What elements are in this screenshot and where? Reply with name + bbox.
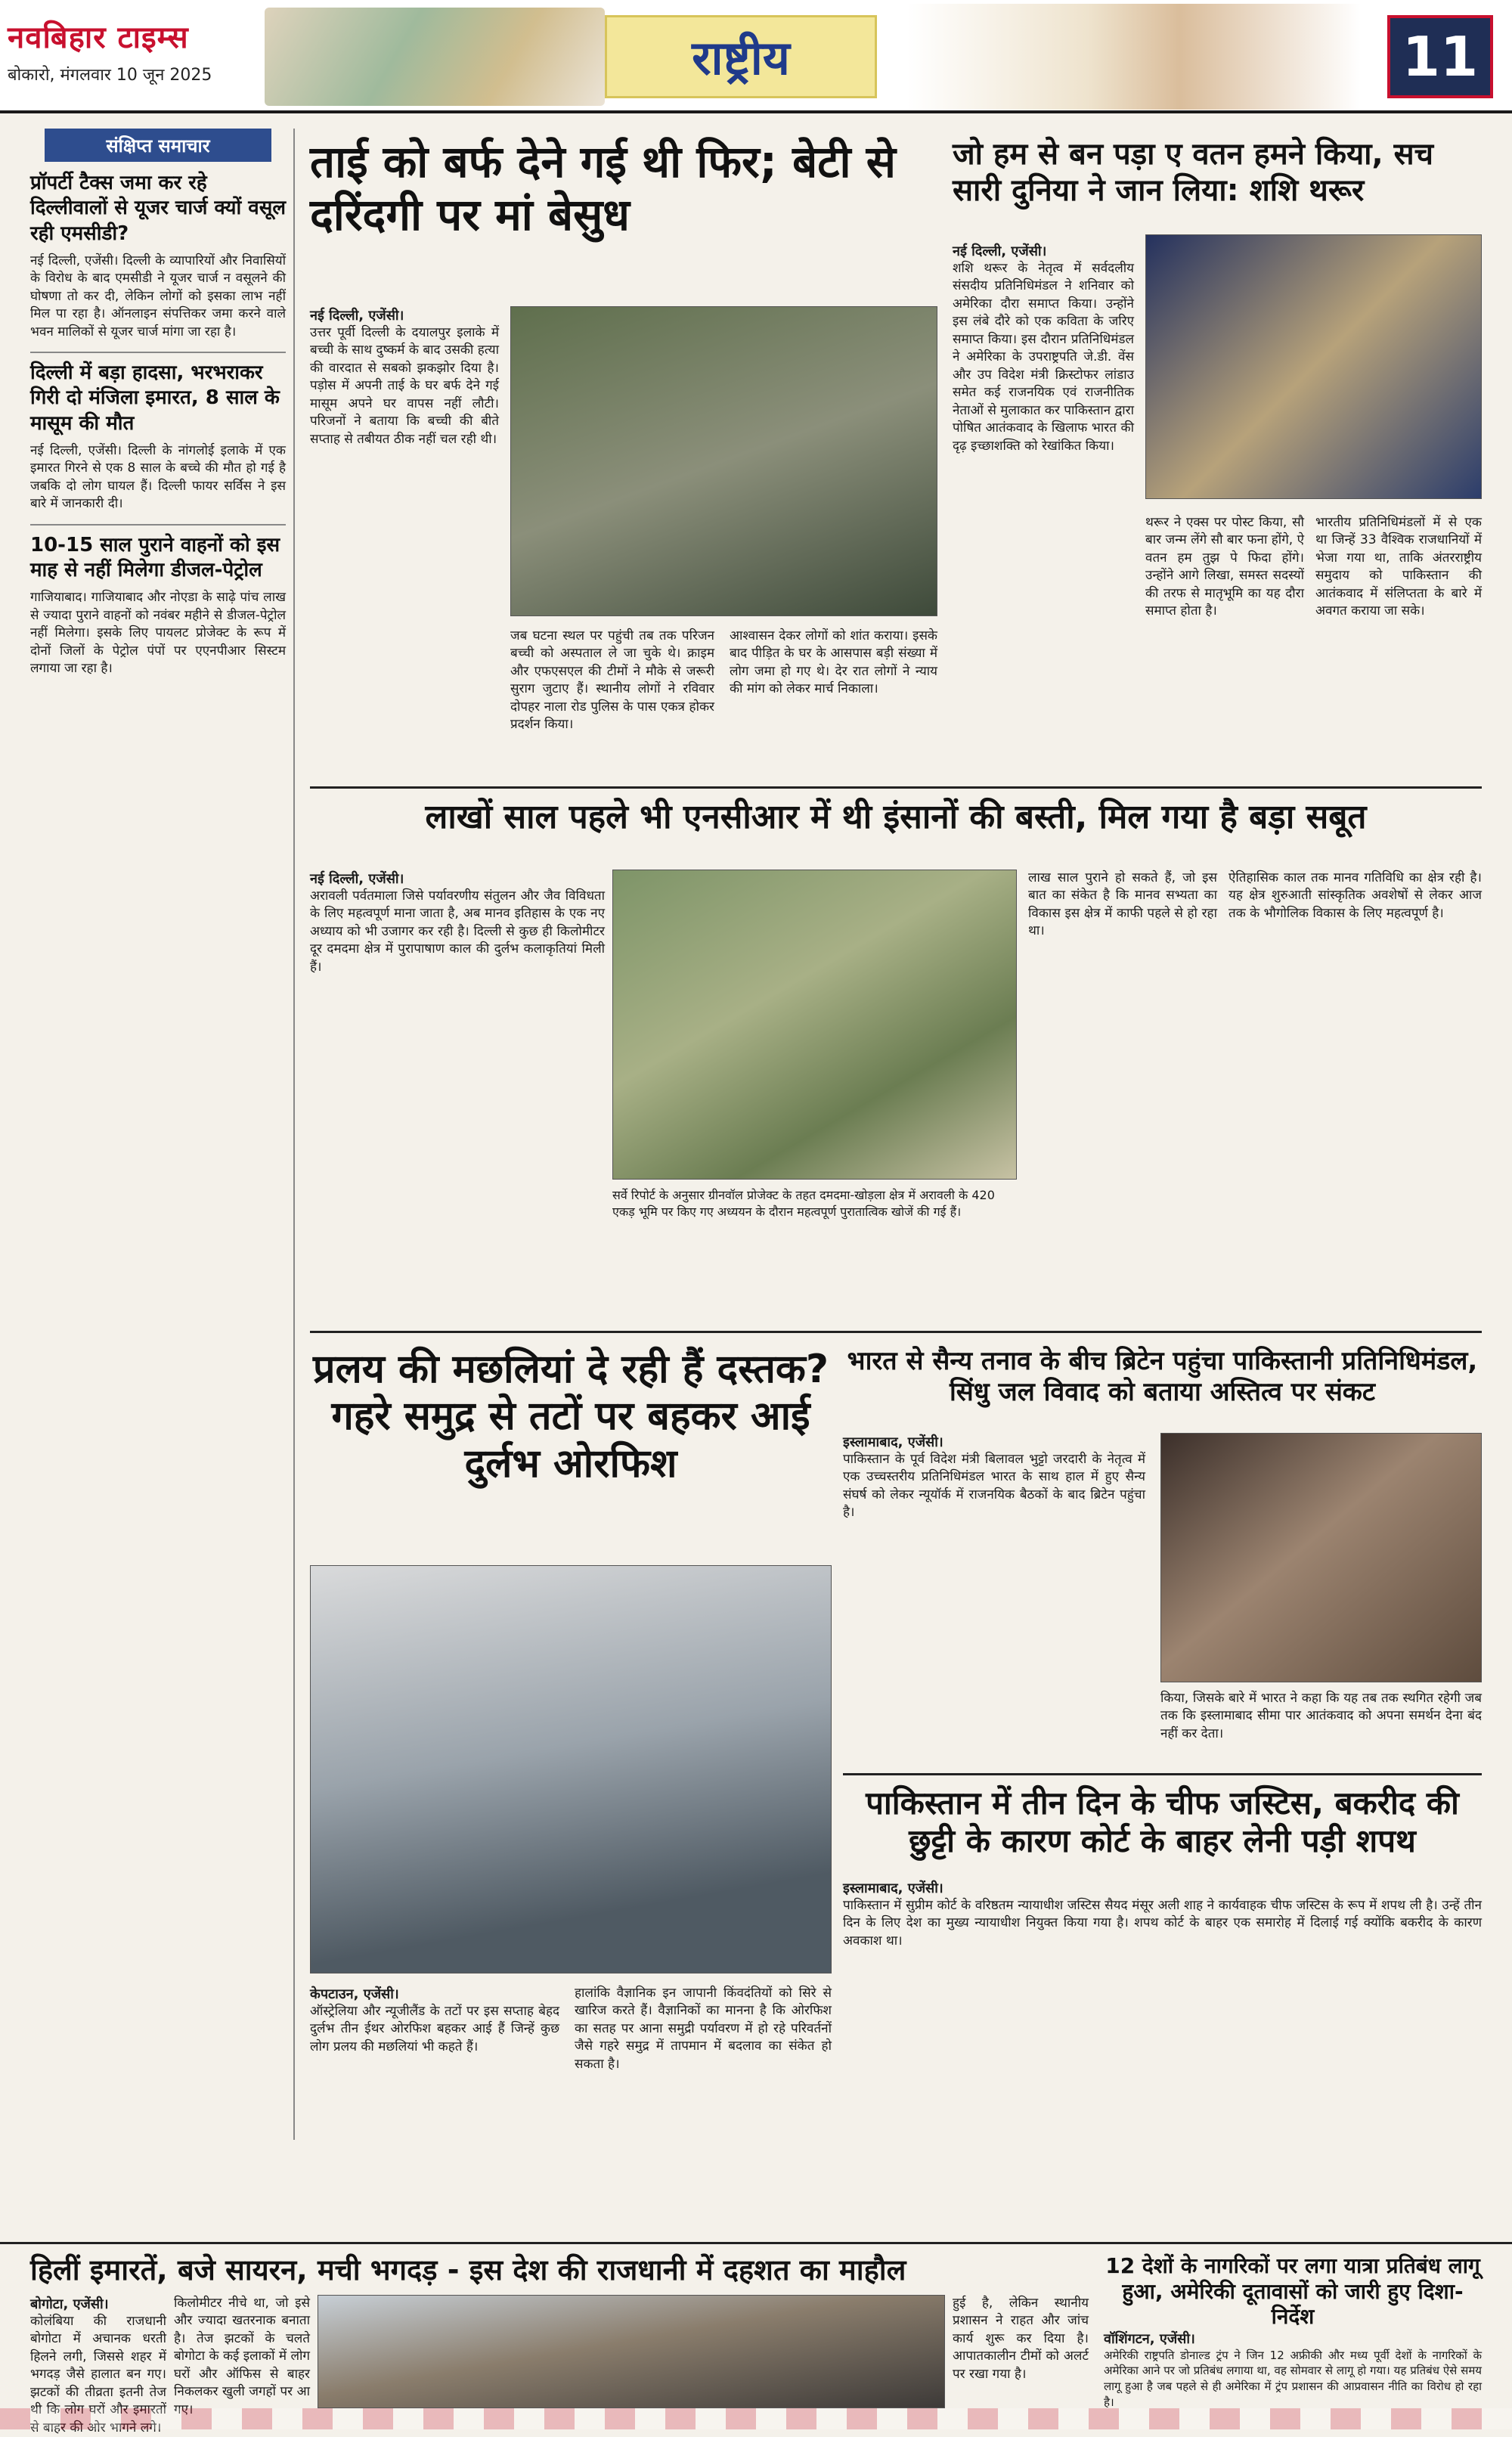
story6-headline[interactable]: पाकिस्तान में तीन दिन के चीफ जस्टिस, बकरीद की छुट्टी के कारण कोर्ट के बाहर लेनी पड़ी शपथ: [866, 1784, 1459, 1860]
story1-text-col-2: [510, 628, 714, 734]
story7-body-2: किलोमीटर नीचे था, जो इसे और ज्यादा खतरनाक बनाता है। तेज झटकों के चलते बोगोटा के कई इलाकों में लोग घरों और ऑफिस से बाहर निकलकर खुली जगहों पर आ गए।: [174, 2296, 310, 2417]
story-bogota-quake: [30, 2253, 1089, 2435]
brief-divider: [30, 524, 286, 526]
story8-dateline: वॉशिंगटन, एजेंसी।: [1104, 2330, 1195, 2347]
footer-color-bar: [0, 2408, 1512, 2429]
story-pak-delegation: [843, 1346, 1482, 1769]
page-number: 11: [1387, 15, 1493, 98]
story5-body-2: किया, जिसके बारे में भारत ने कहा कि यह तब तक स्थगित रहेगी जब तक कि इस्लामाबाद सीमा पार आतंकवाद को अपना समर्थन देना बंद नहीं कर देता।: [1160, 1691, 1482, 1741]
story1-body: उत्तर पूर्वी दिल्ली के दयालपुर इलाके में बच्ची के साथ दुष्कर्म के बाद उसकी हत्या की वारदात से सबको झकझोर दिया है। पड़ोस में अपनी ताई के घर बर्फ देने गई मासूम अपने घर वापस नहीं लौटी। परिजनों ने बताया कि बच्ची की बीते सप्ताह से तबीयत ठीक नहीं चल रही थी।: [310, 325, 499, 447]
story2-headline[interactable]: जो हम से बन पड़ा ए वतन हमने किया, सच सारी दुनिया ने जान लिया: शशि थरूर: [953, 137, 1434, 208]
story-pak-chief-justice: [843, 1784, 1482, 2238]
brief-body-2: नई दिल्ली, एजेंसी। दिल्ली के नांगलोई इलाके में एक इमारत गिरने से एक 8 साल के बच्चे की मौत हो गई है जबकि दो लोग घायल हैं। दिल्ली फायर सर्विस ने इस बारे में जानकारी दी।: [30, 442, 286, 512]
story5-text-col-1: [843, 1433, 1145, 1522]
section-banner: [605, 15, 877, 98]
story3-body-2: लाख साल पुराने हो सकते हैं, जो इस बात का संकेत है कि मानव सभ्यता का विकास इस क्षेत्र में काफी पहले से हो रहा था।: [1028, 870, 1217, 939]
story7-headline[interactable]: हिलीं इमारतें, बजे सायरन, मची भगदड़ - इस देश की राजधानी में दहशत का माहौल: [30, 2253, 906, 2287]
story3-body-3: ऐतिहासिक काल तक मानव गतिविधि का क्षेत्र रही है। यह क्षेत्र शुरुआती सांस्कृतिक अवशेषों से लेकर आज तक के भौगोलिक विकास के लिए महत्वपूर्ण है।: [1228, 870, 1482, 921]
brief-title-1[interactable]: प्रॉपर्टी टैक्स जमा कर रहे दिल्लीवालों से यूजर चार्ज क्यों वसूल रही एमसीडी?: [30, 172, 286, 245]
story7-text-col-2: [174, 2295, 310, 2417]
story-us-travel-ban: [1104, 2253, 1482, 2408]
masthead-statue-illustration: [907, 4, 1361, 110]
story3-text-col-3: [1228, 870, 1482, 922]
story7-text-col-1: [30, 2295, 166, 2435]
story1-body-3: आश्वासन देकर लोगों को शांत कराया। इसके बाद पीड़ित के घर के आसपास बड़ी संख्या में लोग जमा हो गए थे। देर रात लोगों ने न्याय की मांग को लेकर मार्च निकाला।: [730, 628, 937, 697]
masthead: [0, 0, 1512, 113]
section-rule: [310, 786, 1482, 789]
brief-title-2[interactable]: दिल्ली में बड़ा हादसा, भरभराकर गिरी दो मंजिला इमारत, 8 साल के मासूम की मौत: [30, 361, 280, 435]
section-rule: [0, 2242, 1512, 2244]
story3-dateline: नई दिल्ली, एजेंसी।: [310, 871, 404, 887]
section-title: राष्ट्रीय: [692, 30, 790, 85]
story1-text-col-1: [310, 306, 499, 448]
story-shashi-tharoor: [953, 136, 1482, 794]
brief-title-3[interactable]: 10-15 साल पुराने वाहनों को इस माह से नहीं मिलेगा डीजल-पेट्रोल: [30, 533, 280, 581]
story5-photo: [1160, 1433, 1482, 1682]
story2-body-3: भारतीय प्रतिनिधिमंडलों में से एक था जिन्हें 33 वैश्विक राजधानियों में भेजा गया था, ताकि अंतरराष्ट्रीय समुदाय को पाकिस्तान की आतंकवाद में संलिप्तता के बारे में अवगत कराया जा सके।: [1315, 515, 1482, 619]
story3-text-col-2: [1028, 870, 1217, 941]
story3-headline[interactable]: लाखों साल पहले भी एनसीआर में थी इंसानों की बस्ती, मिल गया है बड़ा सबूत: [425, 798, 1367, 836]
story1-photo: [510, 306, 937, 616]
story7-body-3: हुई है, लेकिन स्थानीय प्रशासन ने राहत और जांच कार्य शुरू कर दिया है। आपातकालीन टीमों को अलर्ट पर रखा गया है।: [953, 2296, 1089, 2382]
story5-text-col-2: [1160, 1690, 1482, 1743]
story5-dateline: इस्लामाबाद, एजेंसी।: [843, 1434, 943, 1450]
story-ncr-settlement: [310, 798, 1482, 1327]
story3-photo: [612, 870, 1017, 1180]
story2-text-col-3: [1315, 514, 1482, 621]
story6-text: [843, 1879, 1482, 1950]
story2-body-2: थरूर ने एक्स पर पोस्ट किया, सौ बार जन्म लेंगे सौ बार फना होंगे, ऐ वतन हम तुझ पे फिदा होंगे। उन्होंने आगे लिखा, समस्त सदस्यों की तरफ से मातृभूमि का यह दौरा समाप्त होता है।: [1145, 515, 1304, 619]
story3-caption: सर्वे रिपोर्ट के अनुसार ग्रीनवॉल प्रोजेक्ट के तहत दमदमा-खोड़ला क्षेत्र में अरावली के 420 एकड़ भूमि पर किए गए अध्ययन के दौरान महत्वपूर्ण पुरातात्विक खोजें की गई हैं।: [612, 1188, 995, 1219]
story5-headline[interactable]: भारत से सैन्य तनाव के बीच ब्रिटेन पहुंचा पाकिस्तानी प्रतिनिधिमंडल, सिंधु जल विवाद को बताया अस्तित्व पर संकट: [847, 1346, 1478, 1407]
story2-dateline: नई दिल्ली, एजेंसी।: [953, 243, 1047, 259]
story7-text-col-3: [953, 2295, 1089, 2408]
story1-body-2: जब घटना स्थल पर पहुंची तब तक परिजन बच्ची को अस्पताल ले जा चुके थे। क्राइम और एफएसएल की टीमों ने मौके से जरूरी सुराग जुटाए हैं। स्थानीय लोगों ने रविवार दोपहर नाला रोड पुलिस के पास एकत्र होकर प्रदर्शन किया।: [510, 628, 714, 733]
issue-date: बोकारो, मंगलवार 10 जून 2025: [8, 66, 212, 85]
story2-text-col-2: [1145, 514, 1304, 621]
section-rule: [310, 1331, 1482, 1333]
story2-photo: [1145, 234, 1482, 499]
story4-text-col-2: [575, 1985, 832, 2073]
brief-column: [30, 129, 295, 2140]
story5-body: पाकिस्तान के पूर्व विदेश मंत्री बिलावल भुट्टो जरदारी के नेतृत्व में एक उच्चस्तरीय प्रतिनिधिमंडल भारत के साथ हाल में हुए सैन्य संघर्ष को लेकर न्यूयॉर्क में राजनयिक बैठकों के बाद ब्रिटेन पहुंचा है।: [843, 1452, 1145, 1521]
brief-divider: [30, 352, 286, 353]
story3-body: अरावली पर्वतमाला जिसे पर्यावरणीय संतुलन और जैव विविधता के लिए महत्वपूर्ण माना जाता है, अब मानव इतिहास के एक नए अध्याय को भी उजागर कर रही है। दिल्ली से कुछ ही किलोमीटर दूर दमदमा क्षेत्र में पुरापाषाण काल की दुर्लभ कलाकृतियां मिली हैं।: [310, 888, 605, 975]
story8-body: अमेरिकी राष्ट्रपति डोनाल्ड ट्रंप ने जिन 12 अफ्रीकी और मध्य पूर्वी देशों के नागरिकों के अमेरिका आने पर जो प्रतिबंध लगाया था, वह सोमवार से लागू हो गया। यह प्रतिबंध ऐसे समय लागू हुआ है जब पहले से ही अमेरिका में ट्रंप प्रशासन की आप्रवासन नीति का विरोध हो रहा है।: [1104, 2348, 1482, 2409]
story-taai-ko-barf: [310, 136, 937, 877]
story4-body-2: हालांकि वैज्ञानिक इन जापानी किंवदंतियों को सिरे से खारिज करते हैं। वैज्ञानिकों का मानना है कि ओरफिश का सतह पर आना समुद्री पर्यावरण में हो रहे परिवर्तनों जैसे गहरे समुद्र में तापमान में बदलाव का संकेत हो सकता है।: [575, 1986, 832, 2072]
brief-body-3: गाजियाबाद। गाजियाबाद और नोएडा के साढ़े पांच लाख से ज्यादा पुराने वाहनों को नवंबर महीने से डीजल-पेट्रोल नहीं मिलेगा। इसके लिए पायलट प्रोजेक्ट के रूप में दोनों जिलों के पेट्रोल पंपों पर एएनपीआर सिस्टम लगाया जा रहा है।: [30, 590, 286, 677]
story8-headline[interactable]: 12 देशों के नागरिकों पर लगा यात्रा प्रतिबंध लागू हुआ, अमेरिकी दूतावासों को जारी हुए दिशा-निर्देश: [1105, 2253, 1480, 2330]
story2-body: शशि थरूर के नेतृत्व में सर्वदलीय संसदीय प्रतिनिधिमंडल ने शनिवार को अमेरिका दौरा समाप्त किया। उन्होंने इस लंबे दौरे को एक कविता के जरिए समाप्त किया। इस दौरान प्रतिनिधिमंडल ने अमेरिका के उपराष्ट्रपति जे.डी. वेंस और उप विदेश मंत्री क्रिस्टोफर लांडाउ समेत कई राजनयिक एवं राजनीतिक नेताओं से मुलाकात कर पाकिस्तान द्वारा पोषित आतंकवाद के खिलाफ भारत की दृढ़ इच्छाशक्ति को रेखांकित किया।: [953, 261, 1134, 454]
story6-dateline: इस्लामाबाद, एजेंसी।: [843, 1880, 943, 1896]
story4-body: ऑस्ट्रेलिया और न्यूजीलैंड के तटों पर इस सप्ताह बेहद दुर्लभ तीन ईथर ओरफिश बहकर आई हैं जिन्हें कुछ लोग प्रलय की मछलियां भी कहते हैं।: [310, 2004, 559, 2054]
brief-header: संक्षिप्त समाचार: [45, 129, 271, 162]
brand-block: [8, 15, 257, 98]
section-rule: [843, 1773, 1482, 1775]
brief-body-1: नई दिल्ली, एजेंसी। दिल्ली के व्यापारियों और निवासियों के विरोध के बाद एमसीडी ने यूजर चार्ज न वसूलने की घोषणा तो कर दी, लेकिन लोगों को इसका लाभ नहीं मिल पा रहा है। ऑनलाइन संपत्तिकर जमा करने वाले भवन मालिकों से यूजर चार्ज मांगा जा रहा है।: [30, 253, 286, 340]
story1-dateline: नई दिल्ली, एजेंसी।: [310, 308, 404, 324]
story4-text-col-1: [310, 1985, 559, 2056]
story7-dateline: बोगोटा, एजेंसी।: [30, 2296, 109, 2312]
story1-text-col-3: [730, 628, 937, 699]
story4-photo: [310, 1565, 832, 1973]
story3-text-col-1: [310, 870, 605, 976]
story-oarfish: [310, 1346, 832, 2246]
story4-headline[interactable]: प्रलय की मछलियां दे रही हैं दस्तक? गहरे समुद्र से तटों पर बहकर आई दुर्लभ ओरफिश: [312, 1347, 829, 1487]
story6-body: पाकिस्तान में सुप्रीम कोर्ट के वरिष्ठतम न्यायाधीश जस्टिस सैयद मंसूर अली शाह ने कार्यवाहक चीफ जस्टिस के रूप में शपथ ली है। उन्हें तीन दिन के लिए देश का मुख्य न्यायाधीश नियुक्त किया गया है। शपथ कोर्ट के बाहर एक समारोह में दिलाई गई क्योंकि बकरीद के कारण अवकाश था।: [843, 1898, 1482, 1949]
story4-dateline: केपटाउन, एजेंसी।: [310, 1986, 399, 2002]
story7-body: कोलंबिया की राजधानी बोगोटा में अचानक धरती हिलने लगी, जिससे शहर में भगदड़ जैसे हालात बन गए। झटकों की तीव्रता इतनी तेज थी कि लोग घरों और इमारतों से बाहर की ओर भागने लगे।: [30, 2314, 166, 2435]
story2-text-col-1: [953, 242, 1134, 455]
masthead-map-illustration: [265, 8, 605, 106]
brand-name[interactable]: नवबिहार टाइम्स: [8, 20, 189, 55]
story7-photo: [318, 2295, 945, 2408]
story1-headline[interactable]: ताई को बर्फ देने गई थी फिर; बेटी से दरिंदगी पर मां बेसुध: [310, 136, 896, 240]
